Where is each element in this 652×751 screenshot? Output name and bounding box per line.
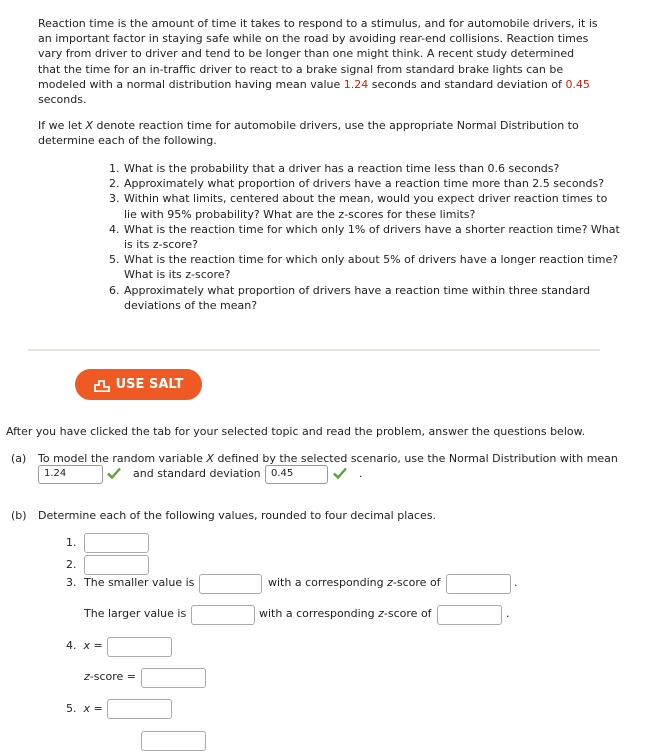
smaller-z-label: with a corresponding z-score of <box>268 576 441 589</box>
item-4-z-label: z-score = <box>84 670 137 683</box>
smaller-z-input[interactable] <box>446 574 511 594</box>
answer-4-x-input[interactable] <box>107 637 172 657</box>
answer-5-z-input[interactable] <box>141 731 206 751</box>
question-list <box>104 161 623 313</box>
larger-value-input[interactable] <box>191 605 255 625</box>
question-6: 6. Approximately what proportion of drivers have a reaction time within three standard deviations of the mean? <box>123 283 623 313</box>
period: . <box>514 576 518 589</box>
sd-label: and standard deviation <box>133 467 261 480</box>
larger-z-input[interactable] <box>437 605 502 625</box>
question-3: 3. Within what limits, centered about the mean, would you expect driver reaction times to lie with 95% probability? What are the z-scores for these limits? <box>123 191 623 221</box>
larger-value-label: The larger value is <box>84 607 187 620</box>
smaller-value-input[interactable] <box>199 574 262 594</box>
larger-z-label: with a corresponding z-score of <box>259 607 432 620</box>
use-salt-label: USE SALT <box>115 377 184 392</box>
question-5: 5. What is the reaction time for which only about 5% of drivers have a longer reaction time? What is its z-score? <box>123 252 623 282</box>
part-a-period: . <box>359 467 363 480</box>
sd-value: 0.45 <box>565 77 590 91</box>
answer-4-z-input[interactable] <box>141 668 206 688</box>
smaller-value-label: The smaller value is <box>84 576 195 589</box>
answer-2-input[interactable] <box>84 555 149 575</box>
period: . <box>506 607 510 620</box>
intro-paragraph-2: If we let X denote reaction time for automobile drivers, use the appropriate Normal Distribution to determine each of the following. <box>38 119 579 148</box>
salt-icon <box>94 378 110 392</box>
part-b-text: Determine each of the following values, rounded to four decimal places. <box>38 509 437 522</box>
use-salt-button[interactable] <box>75 369 202 400</box>
instructions-text: After you have clicked the tab for your selected topic and read the problem, answer the questions below. <box>6 425 586 438</box>
divider <box>28 349 600 351</box>
question-4: 4. What is the reaction time for which only 1% of drivers have a shorter reaction time? What is its z-score? <box>123 222 623 252</box>
intro-paragraph-1: Reaction time is the amount of time it takes to respond to a stimulus, and for automobile drivers, it is an important factor in staying safe while on the road by avoiding rear-end collisions. Reaction times vary from driver to driver and tend to be longer than one might think. A recent study determined that the time for an in-traffic driver to react to a brake signal from standard brake lights can be modeled with a normal distribution having mean value 1.24 seconds and standard deviation of 0.45 seconds. <box>38 17 598 107</box>
part-b-label: (b) <box>11 509 27 522</box>
question-1: 1. What is the probability that a driver has a reaction time less than 0.6 seconds? <box>123 161 623 176</box>
answer-1-input[interactable] <box>84 533 149 553</box>
item-4-label: 4. x = <box>66 639 103 652</box>
sd-input[interactable]: 0.45 <box>265 465 328 484</box>
item-2-number: 2. <box>66 558 77 571</box>
part-a-text: To model the random variable X defined by the selected scenario, use the Normal Distribution with mean <box>38 452 618 465</box>
check-icon <box>107 467 121 479</box>
question-2: 2. Approximately what proportion of drivers have a reaction time more than 2.5 seconds? <box>123 176 623 191</box>
item-1-number: 1. <box>66 536 77 549</box>
answer-5-x-input[interactable] <box>107 699 172 719</box>
mean-input[interactable]: 1.24 <box>38 465 103 484</box>
item-5-label: 5. x = <box>66 702 103 715</box>
check-icon <box>333 467 347 479</box>
part-a-label: (a) <box>11 452 27 465</box>
mean-value: 1.24 <box>343 77 369 91</box>
item-3-number: 3. <box>66 576 77 589</box>
problem-intro <box>38 16 598 149</box>
